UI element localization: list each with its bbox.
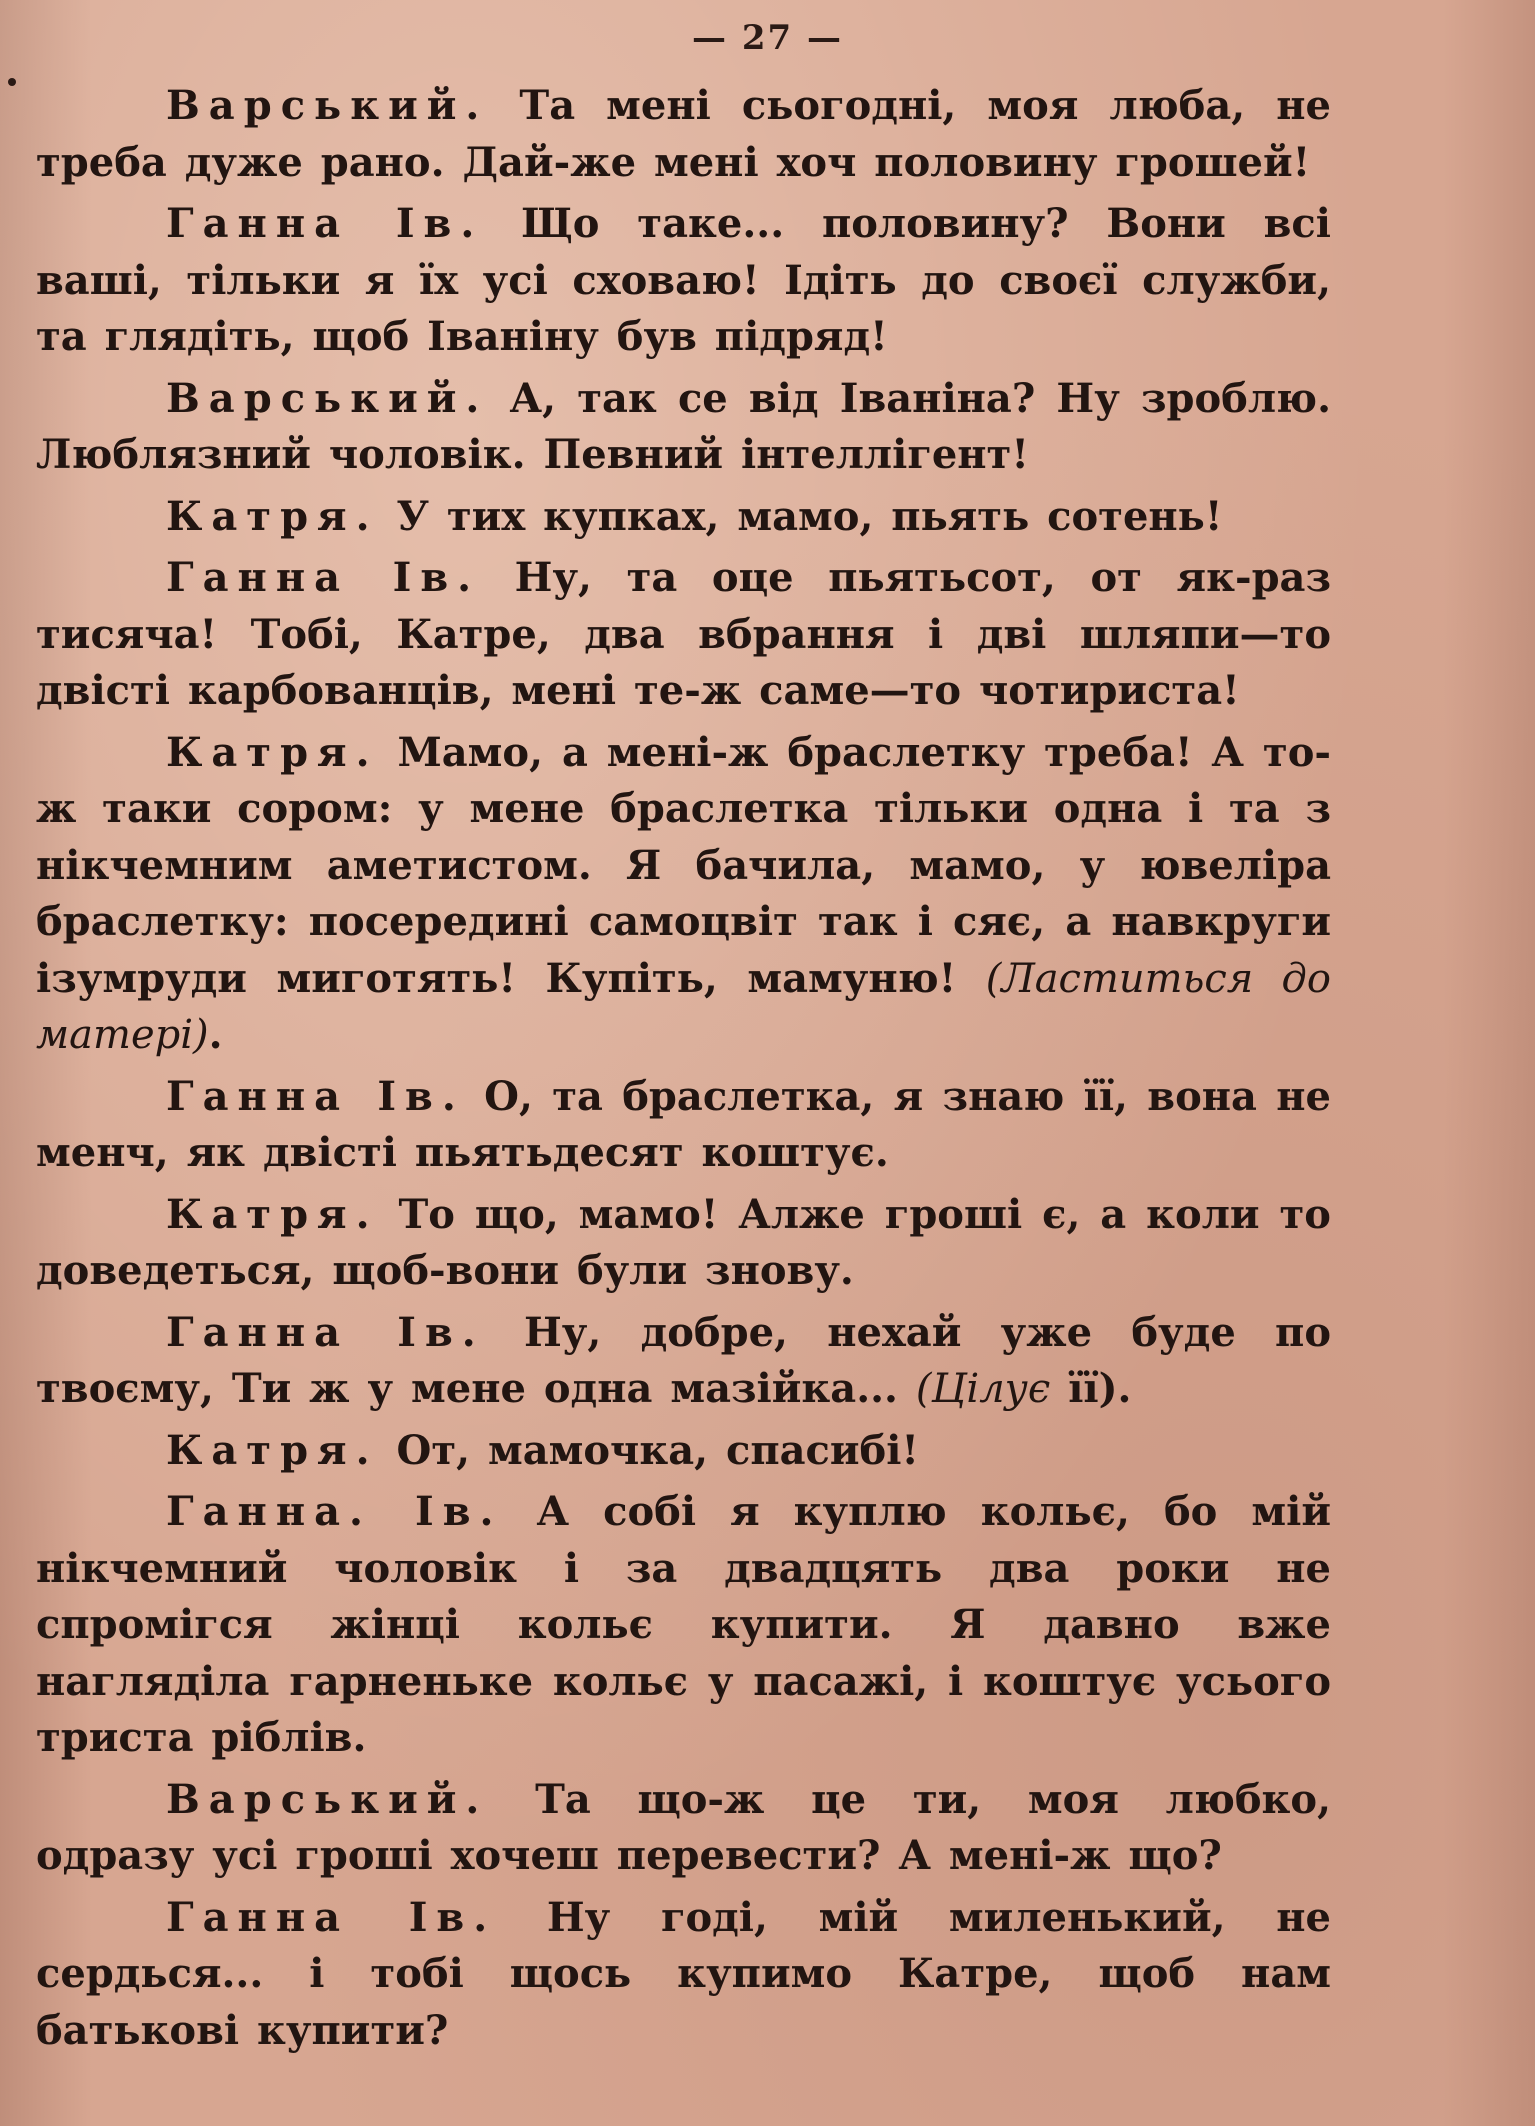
- dialogue-paragraph: [36, 550, 1331, 720]
- dialogue-paragraph: [36, 78, 1331, 191]
- dialogue-text: А, так се від Іваніна? Ну зроблю. Люблязний чоловік. Певний інтеллігент!: [36, 374, 1331, 478]
- dialogue-paragraph: [36, 371, 1331, 484]
- dialogue-text: Ну, добре, нехай уже буде по твоєму, Ти ж у мене одна мазійка...: [36, 1308, 1331, 1412]
- speaker-name: Ганна Ів.: [166, 1072, 465, 1120]
- speaker-name: Варський.: [166, 374, 489, 422]
- dialogue-paragraph: [36, 1890, 1331, 2060]
- dialogue-paragraph: [36, 1069, 1331, 1182]
- speaker-name: Ганна Ів.: [166, 1893, 497, 1941]
- dialogue-paragraph: [36, 1305, 1331, 1418]
- dialogue-paragraph: [36, 725, 1331, 1064]
- speaker-name: Катря.: [166, 1190, 379, 1238]
- dialogue-paragraph: [36, 489, 1331, 546]
- stage-direction: (Цілує: [915, 1366, 1051, 1412]
- dialogue-paragraph: [36, 1772, 1331, 1885]
- dialogue-paragraph: [36, 1187, 1331, 1300]
- dialogue-text: Ну, та оце пьятьсот, от як-раз тисяча! Тобі, Катре, два вбрання і дві шляпи—то двісті карбованців, мені те-ж саме—то чотириста!: [36, 554, 1331, 714]
- dialogue-text: То що, мамо! Алже гроші є, а коли то доведеться, щоб-вони були знову.: [36, 1190, 1331, 1294]
- speaker-name: Катря.: [166, 1426, 379, 1474]
- speaker-name: Варський.: [166, 82, 489, 129]
- dialogue-paragraph: [36, 196, 1331, 366]
- speaker-name: Варський.: [166, 1775, 489, 1823]
- ink-dot: [8, 78, 16, 86]
- dialogue-text: Що таке... половину? Вони всі ваші, тільки я їх усі сховаю! Ідіть до своєї служби, та глядіть, щоб Іваніну був підряд!: [36, 200, 1331, 360]
- page-number: — 27 —: [692, 18, 843, 58]
- stage-direction: (Ластиться до матері): [36, 955, 1331, 1058]
- dialogue-text: Та мені сьогодні, моя люба, не треба дуже рано. Дай-же мені хоч половину грошей!: [36, 82, 1331, 186]
- speaker-name: Ганна Ів.: [166, 1308, 485, 1356]
- speaker-name: Ганна Ів.: [166, 200, 484, 247]
- dialogue-text: У тих купках, мамо, пьять сотень!: [378, 492, 1223, 540]
- dialogue-paragraph: [36, 1423, 1331, 1480]
- dialogue-text-tail: її).: [1050, 1365, 1132, 1412]
- speaker-name: Катря.: [166, 492, 379, 540]
- dialogue-text: Мамо, а мені-ж браслетку треба! А то-ж таки сором: у мене браслетка тільки одна і та з нікчемним аметистом. Я бачила, мамо, у ювеліра браслетку: посередині самоцвіт так і сяє, а навкруги ізумруди миготять! Купіть, мамуню!: [36, 728, 1331, 1002]
- speaker-name: Ганна Ів.: [166, 554, 481, 601]
- dialogue-text: Ну годі, мій миленький, не сердься... і тобі щось купимо Катре, щоб нам батькові купити?: [36, 1893, 1331, 2054]
- speaker-name: Ганна. Ів.: [166, 1488, 503, 1535]
- speaker-name: Катря.: [166, 728, 379, 776]
- dialogue-text: Та що-ж це ти, моя любко, одразу усі гроші хочеш перевести? А мені-ж що?: [36, 1775, 1331, 1879]
- dialogue-text-tail: .: [208, 1011, 223, 1058]
- play-text: [36, 78, 1331, 2064]
- dialogue-paragraph: [36, 1484, 1331, 1767]
- dialogue-text: А собі я куплю кольє, бо мій нікчемний чоловік і за двадцять два роки не спромігся жінці кольє купити. Я давно вже нагляділа гарненьке кольє у пасажі, і коштує усього триста ріблів.: [36, 1488, 1331, 1761]
- dialogue-text: О, та браслетка, я знаю її, вона не менч, як двісті пьятьдесят коштує.: [36, 1072, 1331, 1176]
- dialogue-text: От, мамочка, спасибі!: [378, 1426, 919, 1474]
